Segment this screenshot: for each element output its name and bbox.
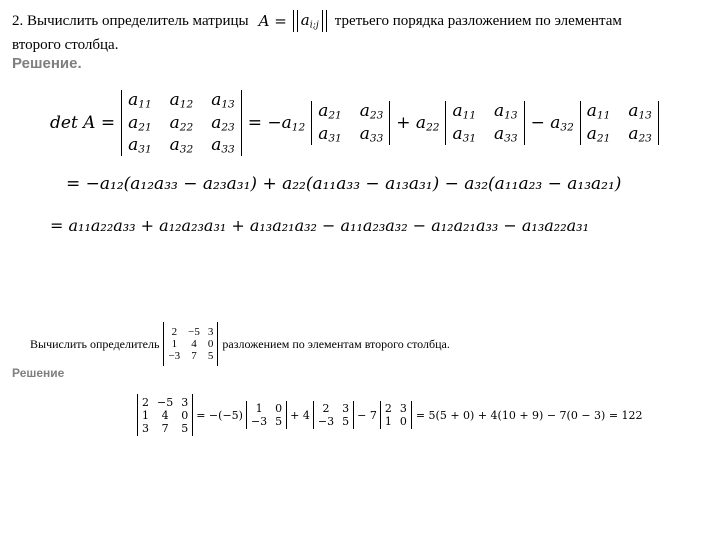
matrix-cell: 1 [171, 338, 178, 350]
matrix-cell: $a_{23}$ [211, 112, 235, 134]
matrix-cell: $a_{33}$ [494, 124, 518, 145]
matrix-cell: $a_{31}$ [452, 124, 477, 145]
matrix-cell: 2 [142, 395, 149, 409]
matrix-cell: −5 [188, 326, 200, 338]
term3-coef: − $a_{32}$ [530, 112, 574, 134]
f4-determinant [137, 394, 193, 436]
task2-determinant [163, 322, 218, 366]
matrix-cell: 3 [181, 395, 189, 409]
task2-text-after: разложением по элементам второго столбца. [222, 336, 450, 351]
minor1-grid [312, 101, 389, 144]
f4-matrix-grid [138, 396, 192, 435]
matrix-cell: 0 [275, 402, 283, 415]
formula1 [50, 90, 659, 156]
f4-minor3-grid [381, 402, 411, 428]
matrix-cell: $a_{11}$ [586, 101, 611, 122]
matrix-cell: 2 [322, 402, 330, 415]
matrix-entry: $a_{i;j}$ [300, 11, 319, 31]
matrix-cell: $a_{11}$ [452, 101, 477, 122]
det-lhs: det A = [50, 113, 116, 133]
f4-term1: = −(−5) [196, 408, 243, 422]
f4-minor2-grid [314, 402, 353, 428]
task1-solution-label: Решение. [12, 55, 82, 72]
norm-right [322, 10, 327, 32]
matrix-cell: 5 [207, 350, 214, 362]
matrix-cell: 1 [142, 408, 149, 422]
matrix-cell: $a_{13}$ [211, 90, 235, 111]
matrix-cell: 3 [399, 402, 407, 415]
matrix-cell: 2 [384, 402, 392, 415]
matrix-cell: $a_{12}$ [169, 90, 194, 111]
matrix-cell: −5 [157, 395, 174, 409]
matrix-notation [259, 10, 327, 32]
minor2-grid [446, 101, 523, 144]
task2-statement [30, 322, 450, 366]
matrix-cell: 7 [161, 421, 169, 435]
matrix-cell: $a_{32}$ [169, 135, 194, 156]
matrix-cell: 5 [181, 421, 189, 435]
matrix-cell: 3 [142, 421, 149, 435]
term1-coef: = $-a_{12}$ [247, 112, 306, 134]
matrix-cell: −3 [250, 415, 268, 428]
matrix-cell: $a_{23}$ [628, 124, 652, 145]
matrix-cell: 2 [171, 326, 178, 338]
formula2: = −a₁₂(a₁₂a₃₃ − a₂₃a₃₁) + a₂₂(a₁₁a₃₃ − a₁₃a₃₁) − a₃₂(a₁₁a₂₃ − a₁₃a₂₁) [66, 174, 622, 194]
matrix-cell: $a_{13}$ [628, 101, 652, 122]
f4-minor2 [313, 401, 354, 429]
matrix-cell: 5 [342, 415, 350, 428]
minor3 [580, 101, 659, 145]
matrix-cell: 4 [161, 408, 169, 422]
matrix-cell: $a_{31}$ [128, 135, 152, 156]
task2-matrix-grid [164, 326, 217, 362]
matrix-cell: $a_{31}$ [318, 124, 342, 145]
matrix-cell: 7 [191, 350, 197, 362]
matrix-cell: 0 [181, 408, 189, 422]
minor2 [445, 101, 524, 145]
f4-minor3 [380, 401, 412, 429]
matrix-lhs: A = [258, 12, 287, 30]
task1-title-line2: второго столбца. [12, 37, 119, 53]
f4-minor1-grid [247, 402, 286, 428]
matrix-cell: −3 [168, 350, 181, 362]
task2-text-before: Вычислить определитель [30, 336, 160, 351]
matrix-cell: 3 [207, 326, 214, 338]
formula3: = a₁₁a₂₂a₃₃ + a₁₂a₂₃a₃₁ + a₁₃a₂₁a₃₂ − a₁₁a₂₃a₃₂ − a₁₂a₂₁a₃₃ − a₁₃a₂₂a₃₁ [50, 216, 589, 235]
matrix-cell: $a_{23}$ [359, 101, 384, 122]
norm-left [293, 10, 298, 32]
task1-title-part2: третьего порядка разложением по элементам [334, 12, 622, 29]
matrix-cell: 4 [191, 338, 197, 350]
minor3-grid [581, 101, 658, 144]
minor1 [311, 101, 390, 145]
formula4 [137, 394, 643, 436]
task2-solution-label: Решение [12, 366, 65, 380]
f4-term2: + 4 [290, 408, 310, 422]
matrix-cell: 1 [255, 402, 263, 415]
matrix-cell: $a_{11}$ [128, 90, 152, 111]
matrix-cell: 5 [275, 415, 283, 428]
term2-coef: + $a_{22}$ [396, 112, 440, 134]
matrix-cell: $a_{21}$ [318, 101, 342, 122]
matrix-cell: $a_{33}$ [211, 135, 235, 156]
matrix-cell: $a_{22}$ [169, 112, 194, 134]
f4-minor1 [246, 401, 287, 429]
matrix-cell: −3 [317, 415, 335, 428]
matrix-cell: $a_{21}$ [128, 112, 152, 134]
f4-term3: − 7 [357, 408, 377, 422]
task1-title-part1: 2. Вычислить определитель матрицы [12, 12, 249, 29]
matrix-cell: $a_{33}$ [359, 124, 384, 145]
matrix-cell: 1 [384, 415, 392, 428]
f4-result: = 5(5 + 0) + 4(10 + 9) − 7(0 − 3) = 122 [415, 408, 643, 422]
matrix-cell: 3 [342, 402, 350, 415]
matrix-cell: 0 [207, 338, 214, 350]
task1-title-line1 [12, 10, 622, 32]
determinant-3x3 [121, 90, 242, 156]
matrix-cell: $a_{13}$ [494, 101, 518, 122]
matrix-grid [122, 90, 241, 156]
matrix-cell: 0 [399, 415, 407, 428]
matrix-cell: $a_{21}$ [586, 124, 611, 145]
